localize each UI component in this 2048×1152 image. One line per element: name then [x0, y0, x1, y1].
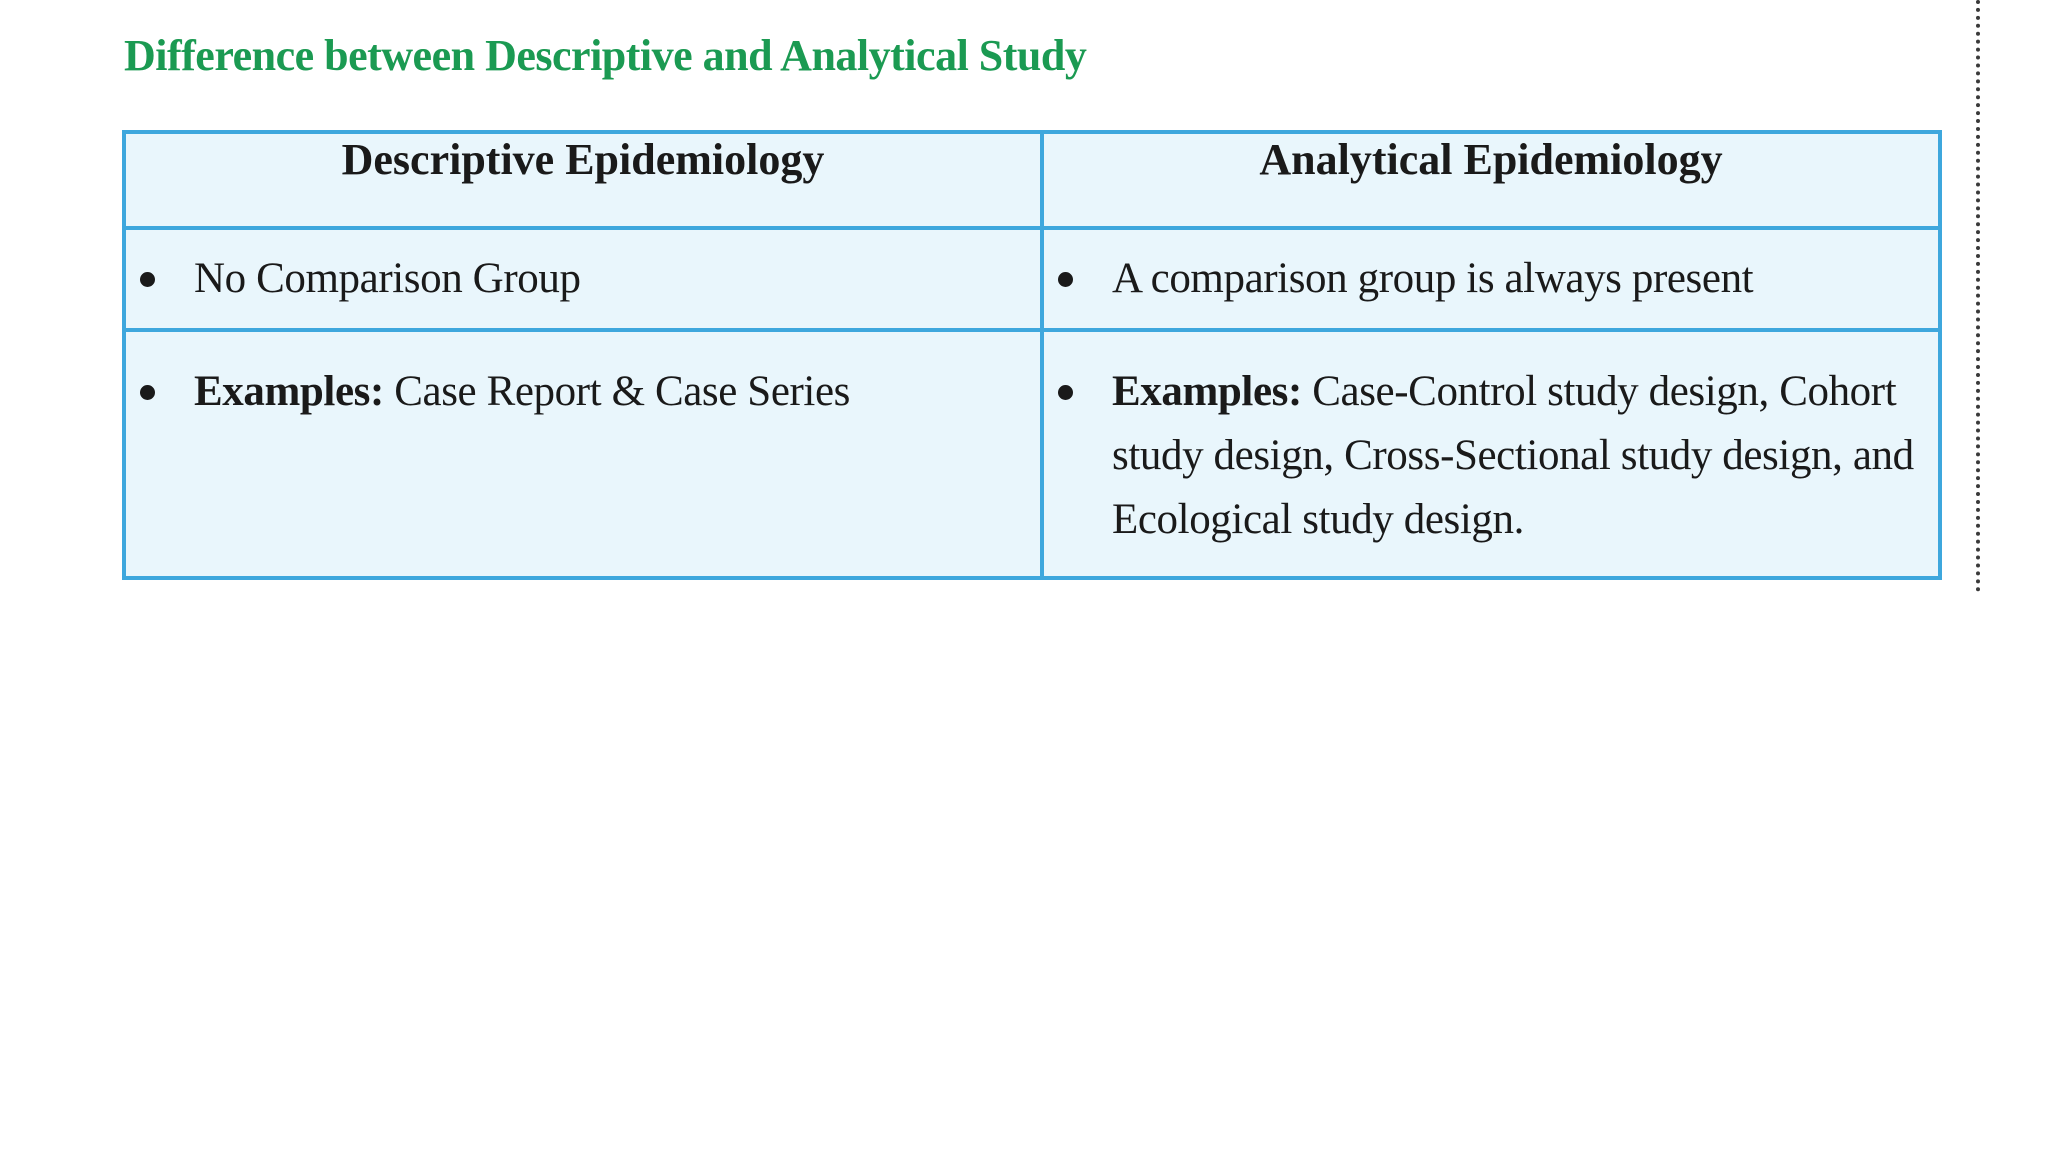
item-text: No Comparison Group — [194, 255, 581, 302]
cell-descriptive-examples — [124, 330, 1042, 578]
item-lead: Examples: — [194, 368, 384, 415]
table-row — [124, 330, 1940, 578]
cell-descriptive-comparison — [124, 228, 1042, 330]
cell-analytical-comparison — [1042, 228, 1940, 330]
cell-analytical-examples — [1042, 330, 1940, 578]
header-descriptive-epidemiology: Descriptive Epidemiology — [124, 132, 1042, 228]
list-item — [126, 247, 1040, 311]
item-text: Case-Control study design, Cohort study design, Cross-Sectional study design, and Ecological study design. — [1112, 368, 1914, 543]
list-item — [126, 360, 1040, 424]
list-item — [1044, 247, 1938, 311]
table-row — [124, 228, 1940, 330]
item-text: A comparison group is always present — [1112, 255, 1754, 302]
bullet-dot-icon — [1058, 385, 1073, 400]
bullet-dot-icon — [1058, 272, 1073, 287]
page-title: Difference between Descriptive and Analytical Study — [124, 31, 1087, 80]
bullet-dot-icon — [140, 272, 155, 287]
header-analytical-epidemiology: Analytical Epidemiology — [1042, 132, 1940, 228]
list-item — [1044, 360, 1938, 552]
comparison-table — [122, 130, 1942, 580]
bullet-dot-icon — [140, 385, 155, 400]
item-text: Case Report & Case Series — [383, 368, 850, 415]
table-header-row — [124, 132, 1940, 228]
dotted-margin-rule — [1976, 0, 1980, 592]
item-lead: Examples: — [1112, 368, 1302, 415]
